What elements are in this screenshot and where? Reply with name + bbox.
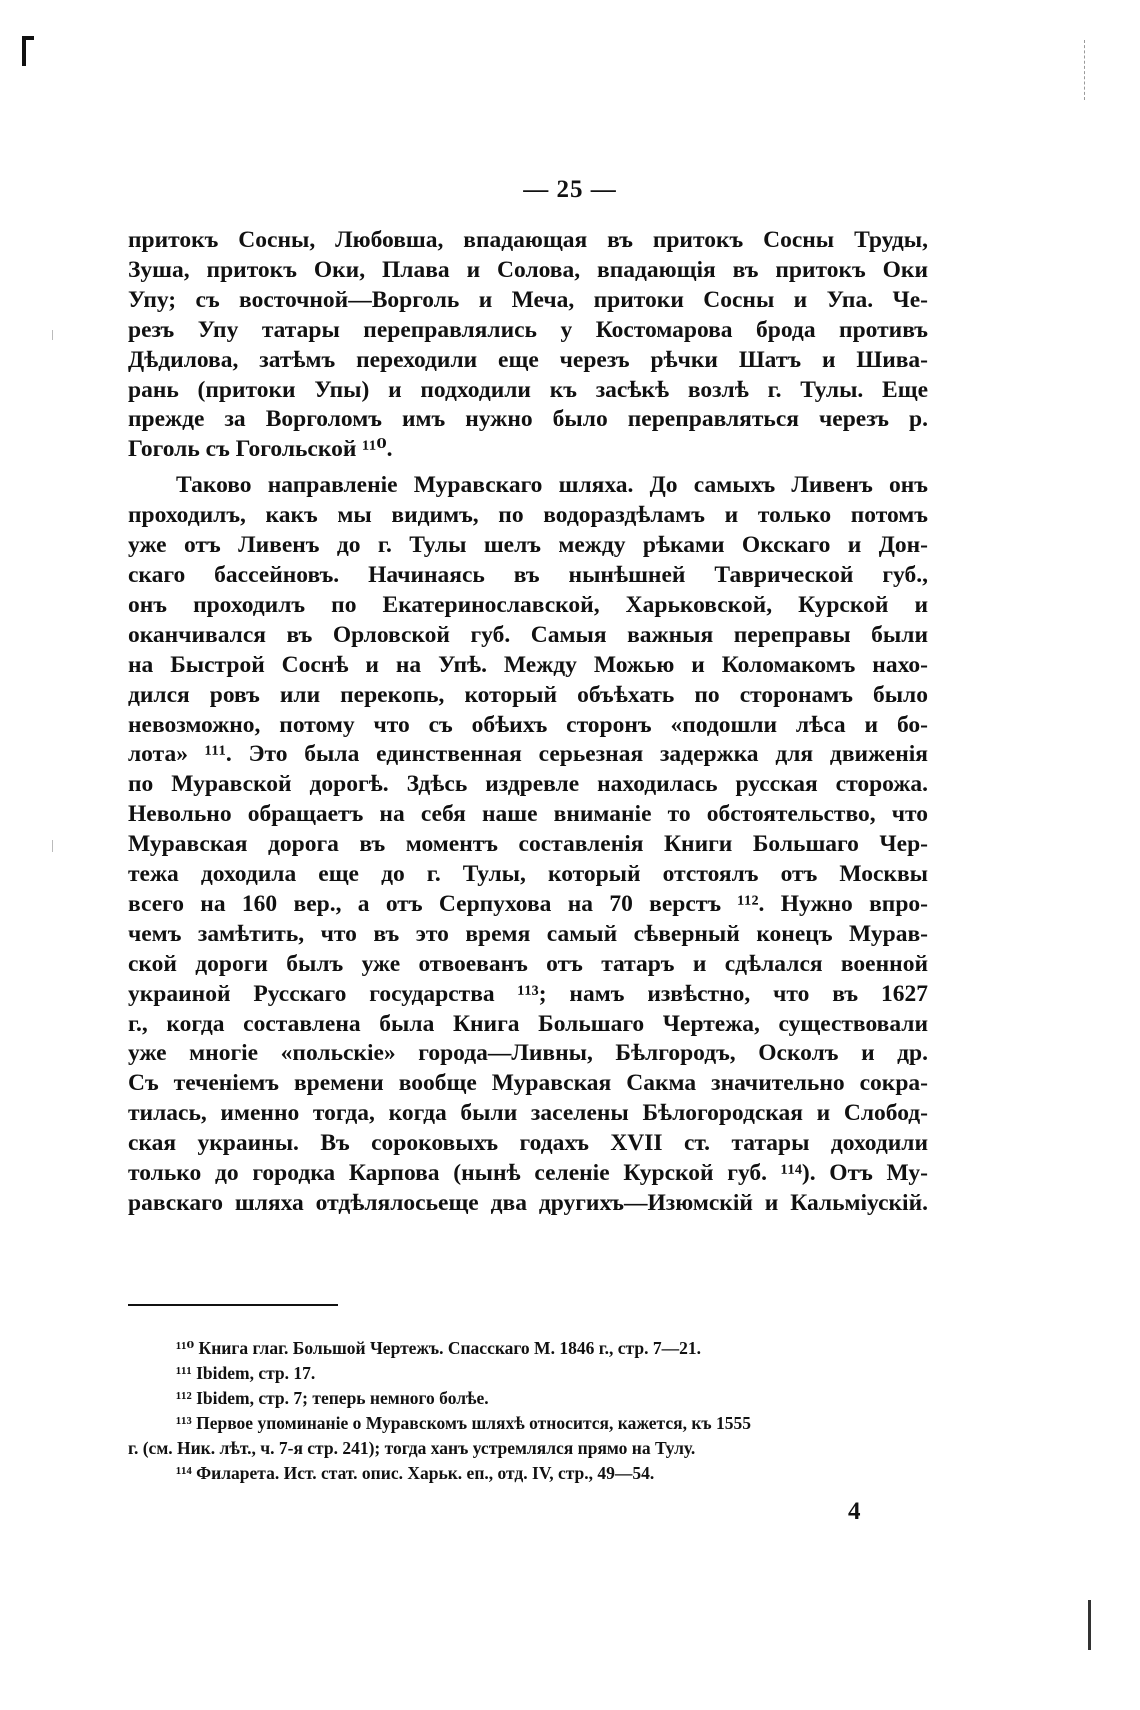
text-line: прежде за Ворголомъ имъ нужно было переправляться черезъ р. bbox=[128, 406, 928, 433]
text-line: Дѣдилова, затѣмъ переходили еще черезъ рѣчки Шатъ и Шива- bbox=[128, 346, 928, 373]
text-line: проходилъ, какъ мы видимъ, по водораздѣламъ и только потомъ bbox=[128, 502, 928, 529]
footnotes bbox=[128, 1336, 928, 1486]
footnote: ¹¹¹ Ibidem, стр. 17. bbox=[176, 1363, 316, 1383]
crop-mark bbox=[22, 36, 34, 66]
footnote: ¹¹⁴ Филарета. Ист. стат. опис. Харьк. еп., отд. IV, стр., 49—54. bbox=[176, 1463, 655, 1483]
text-line: всего на 160 вер., а отъ Серпухова на 70 верстъ ¹¹². Нужно впро- bbox=[128, 890, 928, 917]
text-line: резъ Упу татары переправлялись у Костомарова брода противъ bbox=[128, 316, 928, 343]
footnote-continuation: г. (см. Ник. лѣт., ч. 7-я стр. 241); тогда ханъ устремлялся прямо на Тулу. bbox=[128, 1438, 696, 1458]
printer-signature-mark: 4 bbox=[848, 1498, 861, 1525]
text-line: тежа доходила еще до г. Тулы, который отстоялъ отъ Москвы bbox=[128, 861, 928, 888]
footnote-divider bbox=[128, 1304, 338, 1306]
text-line: Муравская дорога въ моментъ составленія Книги Большаго Чер- bbox=[128, 831, 928, 858]
scan-edge-tick bbox=[52, 840, 53, 852]
text-line: Упу; съ восточной—Ворголь и Меча, притоки Сосны и Упа. Че- bbox=[128, 286, 928, 313]
text-line: онъ проходилъ по Екатеринославской, Харьковской, Курской и bbox=[128, 591, 928, 618]
text-line: на Быстрой Соснѣ и на Упѣ. Между Можью и Коломакомъ нахо- bbox=[128, 651, 928, 678]
text-line: только до городка Карпова (нынѣ селеніе Курской губ. ¹¹⁴). Отъ Му- bbox=[128, 1160, 928, 1187]
text-line: Невольно обращаетъ на себя наше вниманіе то обстоятельство, что bbox=[128, 801, 928, 828]
text-line: по Муравской дорогѣ. Здѣсь издревле находилась русская сторожа. bbox=[128, 771, 928, 798]
text-line: тилась, именно тогда, когда были заселены Бѣлогородская и Слобод- bbox=[128, 1100, 928, 1127]
text-line: дился ровъ или перекопь, который объѣхать по сторонамъ было bbox=[128, 681, 928, 708]
text-line: чемъ замѣтить, что въ это время самый сѣверный конецъ Мурав- bbox=[128, 920, 928, 947]
body-text bbox=[128, 226, 928, 1219]
page-number: — 25 — bbox=[523, 176, 617, 203]
text-line: уже отъ Ливенъ до г. Тулы шелъ между рѣками Окскаго и Дон- bbox=[128, 532, 928, 559]
text-line: равскаго шляха отдѣлялосьеще два другихъ—Изюмскій и Кальміускій. bbox=[128, 1190, 928, 1216]
text-line: Зуша, притокъ Оки, Плава и Солова, впадающія въ притокъ Оки bbox=[128, 256, 928, 283]
text-line: Таково направленіе Муравскаго шляха. До самыхъ Ливенъ онъ bbox=[176, 472, 928, 499]
text-line: украиной Русскаго государства ¹¹³; намъ извѣстно, что въ 1627 bbox=[128, 980, 928, 1007]
text-line: невозможно, потому что съ обѣихъ сторонъ «подошли лѣса и бо- bbox=[128, 711, 928, 738]
scan-edge-line bbox=[1088, 1600, 1091, 1650]
footnote: ¹¹³ Первое упоминаніе о Муравскомъ шляхѣ относится, кажется, къ 1555 bbox=[176, 1413, 751, 1433]
footnote: ¹¹² Ibidem, стр. 7; теперь немного болѣе. bbox=[176, 1388, 489, 1408]
text-line: Гоголь съ Гогольской ¹¹⁰. bbox=[128, 436, 393, 463]
text-line: Съ теченіемъ времени вообще Муравская Сакма значительно сокра- bbox=[128, 1070, 928, 1097]
text-line: уже многіе «польскіе» города—Ливны, Бѣлгородъ, Осколъ и др. bbox=[128, 1040, 928, 1067]
text-line: г., когда составлена была Книга Большаго Чертежа, существовали bbox=[128, 1010, 928, 1037]
text-line: рань (притоки Упы) и подходили къ засѣкѣ возлѣ г. Тулы. Еще bbox=[128, 376, 928, 403]
text-line: оканчивался въ Орловской губ. Самыя важныя переправы были bbox=[128, 621, 928, 648]
scan-edge-line bbox=[1084, 40, 1085, 100]
footnote: ¹¹⁰ Книга глаг. Большой Чертежъ. Спасскаго М. 1846 г., стр. 7—21. bbox=[176, 1338, 701, 1358]
text-line: притокъ Сосны, Любовша, впадающая въ притокъ Сосны Труды, bbox=[128, 227, 928, 253]
text-line: лота» ¹¹¹. Это была единственная серьезная задержка для движенія bbox=[128, 741, 928, 768]
text-line: ская украины. Въ сороковыхъ годахъ XVII ст. татары доходили bbox=[128, 1130, 928, 1157]
text-line: ской дороги былъ уже отвоеванъ отъ татаръ и сдѣлался военной bbox=[128, 950, 928, 977]
text-line: скаго бассейновъ. Начинаясь въ нынѣшней Таврической губ., bbox=[128, 561, 928, 588]
scan-edge-tick bbox=[52, 330, 53, 340]
